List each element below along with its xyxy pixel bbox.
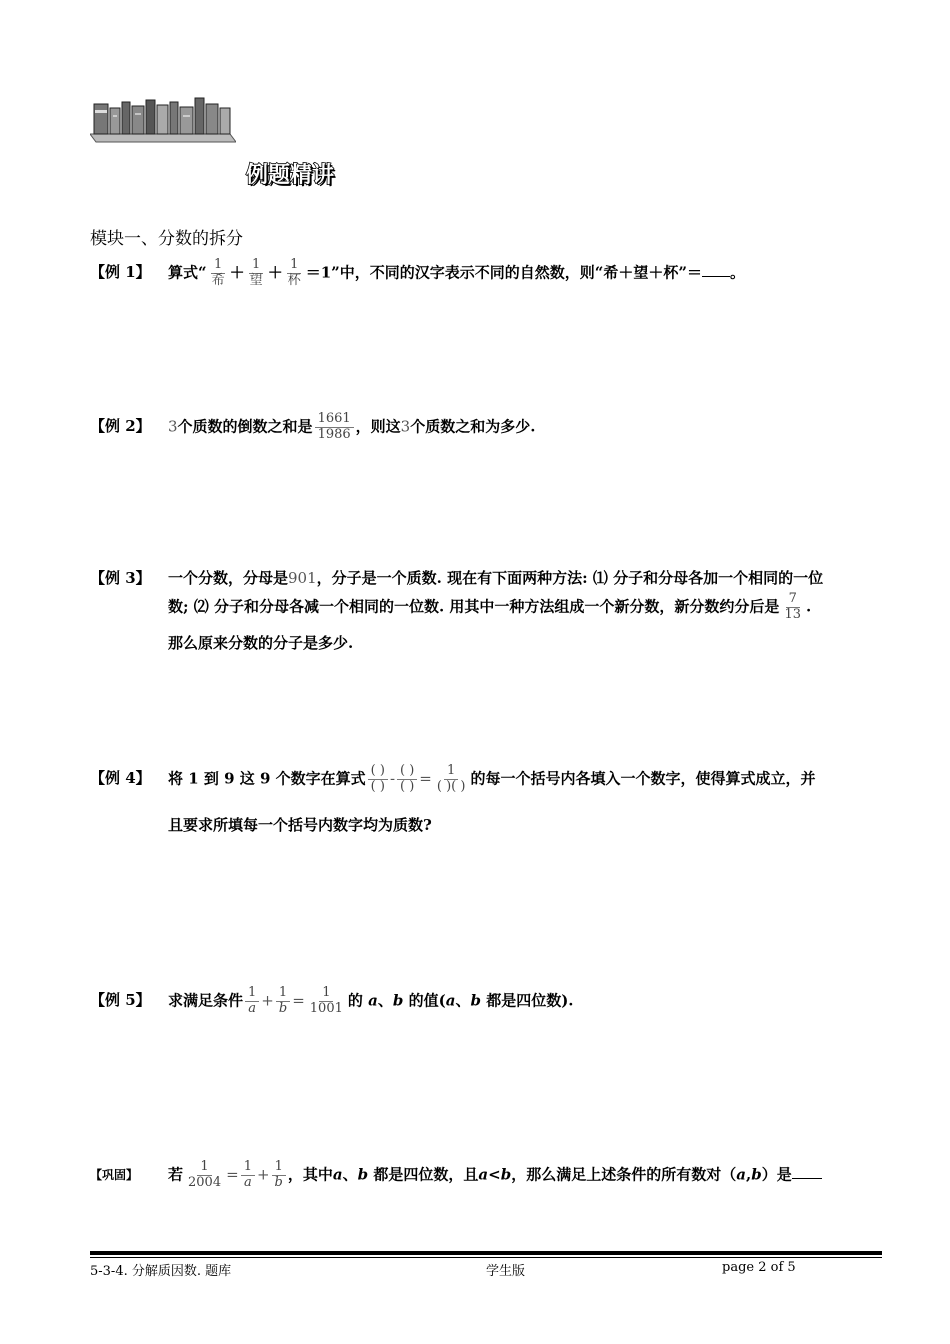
fraction: $\frac{1}{\text{希}}$: [211, 257, 225, 288]
footer-divider: [90, 1251, 882, 1255]
fraction: $\frac{1}{b}$: [272, 1160, 286, 1191]
fraction: $\frac{( )}{( )}$: [397, 764, 417, 795]
example-1: 【例 1】 算式“ $\frac{1}{\text{希}}$ ＋ $\frac{1}{\text{望}}$ ＋ $\frac{1}{\text{杯}}$ ＝1”中，不同的汉字表示不同的自然数，则“希＋望＋杯”＝ 。: [90, 257, 746, 288]
example-3-line-3: 那么原来分数的分子是多少.: [168, 634, 354, 652]
fraction: $\frac{7}{13}$: [784, 591, 801, 622]
answer-blank: [702, 262, 730, 277]
example-3-line-2: 数; ⑵ 分子和分母各减一个相同的一位数. 用其中一种方法组成一个新分数，新分数约分后是 $\frac{7}{13}$ .: [168, 591, 812, 622]
module-title: 模块一、分数的拆分: [90, 229, 243, 249]
footer-divider-thin: [90, 1257, 882, 1258]
answer-blank: [792, 1164, 822, 1179]
footer-page: page 2 of 5: [722, 1260, 796, 1275]
footer-center: 学生版: [486, 1264, 526, 1279]
fraction: $\frac{1}{( )( )}$: [436, 763, 466, 794]
example-label: 【例 4】: [90, 769, 151, 788]
practice: 【巩固】 若 $\frac{1}{2004}$ = $\frac{1}{a}$ + $\frac{1}{b}$ ，其中a、b 都是四位数，且a<b，那么满足上述条件的所有数对（a,b）是: [90, 1160, 822, 1191]
example-label: 【例 5】: [90, 991, 151, 1010]
example-2: 【例 2】 3个质数的倒数之和是 $\frac{1661}{1986}$ ，则这3个质数之和为多少.: [90, 411, 536, 442]
bookshelf-icon: [90, 96, 236, 148]
example-3: 【例 3】 一个分数，分母是901，分子是一个质数. 现在有下面两种方法: ⑴ 分子和分母各加一个相同的一位: [90, 569, 824, 587]
fraction: $\frac{1}{\text{望}}$: [249, 257, 263, 288]
fraction: $\frac{1}{2004}$: [188, 1159, 222, 1190]
section-title: 例题精讲: [246, 163, 335, 188]
fraction: $\frac{1}{\text{杯}}$: [287, 257, 301, 288]
example-4: 【例 4】 将 1 到 9 这 9 个数字在算式 $\frac{( )}{( )}$ - $\frac{( )}{( )}$ = $\frac{1}{( )( )}$ 的每一个括号内各填入一个数字，使得算式成立，并: [90, 763, 816, 794]
example-label: 【例 3】: [90, 569, 151, 587]
example-label: 【例 1】: [90, 263, 151, 282]
example-5: 【例 5】 求满足条件 $\frac{1}{a}$ + $\frac{1}{b}$ = $\frac{1}{1001}$ 的 a、b 的值(a、b 都是四位数).: [90, 985, 574, 1016]
example-label: 【例 2】: [90, 417, 151, 436]
fraction: $\frac{( )}{( )}$: [368, 764, 388, 795]
fraction: $\frac{1}{b}$: [276, 986, 290, 1017]
bookshelf-logo: [90, 96, 236, 148]
fraction: $\frac{1}{a}$: [241, 1160, 255, 1191]
fraction: $\frac{1}{a}$: [245, 986, 259, 1017]
footer-left: 5-3-4. 分解质因数. 题库: [90, 1264, 232, 1279]
fraction: $\frac{1}{1001}$: [309, 985, 343, 1016]
example-4-line-2: 且要求所填每一个括号内数字均为质数?: [168, 816, 432, 834]
practice-label: 【巩固】: [90, 1168, 139, 1183]
fraction: $\frac{1661}{1986}$: [315, 412, 354, 443]
